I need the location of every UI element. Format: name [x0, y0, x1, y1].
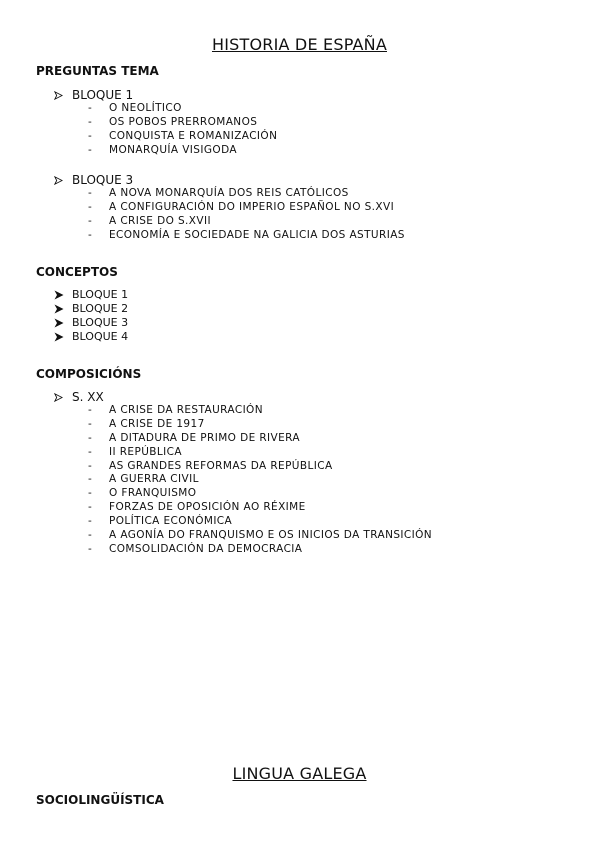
list-item-text: FORZAS DE OPOSICIÓN AO RÉXIME [109, 501, 306, 514]
list-item [88, 446, 432, 460]
concept-item [54, 330, 128, 344]
arrowhead-bullet-icon [54, 318, 72, 328]
section-heading-preguntas-tema: PREGUNTAS TEMA [36, 64, 159, 78]
arrowhead-bullet-icon [54, 290, 72, 300]
arrowhead-bullet-icon [54, 304, 72, 314]
dash-marker: - [88, 404, 93, 416]
dash-marker: - [88, 487, 93, 500]
section-heading-composicions: COMPOSICIÓNS [36, 367, 142, 381]
list-item [88, 229, 405, 243]
list-item [88, 543, 432, 557]
list-item-text: A CRISE DA RESTAURACIÓN [109, 404, 263, 416]
list-item-text: A GUERRA CIVIL [109, 473, 199, 486]
concept-item [54, 288, 128, 302]
dash-marker: - [88, 187, 93, 199]
list-item-text: ECONOMÍA E SOCIEDADE NA GALICIA DOS ASTURIAS [109, 228, 405, 241]
dash-marker: - [88, 200, 93, 213]
sub-list-bloque-1 [88, 102, 277, 158]
group-label: BLOQUE 1 [72, 88, 134, 102]
group-bloque-1 [54, 88, 133, 102]
dash-marker: - [88, 102, 93, 114]
dash-marker: - [88, 417, 93, 430]
list-item-text: O NEOLÍTICO [109, 102, 182, 114]
list-item-text: OS POBOS PRERROMANOS [109, 115, 258, 128]
list-item [88, 130, 277, 144]
list-item-text: A CRISE DE 1917 [109, 417, 205, 430]
dash-marker: - [88, 228, 93, 241]
list-item [88, 460, 432, 474]
list-item [88, 144, 277, 158]
dash-marker: - [88, 542, 93, 555]
list-item [88, 187, 405, 201]
dash-marker: - [88, 214, 93, 227]
concept-label: BLOQUE 4 [72, 330, 129, 343]
list-item-text: MONARQUÍA VISIGODA [109, 143, 237, 156]
sub-list-bloque-3 [88, 187, 405, 243]
list-item [88, 501, 432, 515]
sub-list-s-xx [88, 404, 432, 557]
dash-marker: - [88, 129, 93, 142]
dash-marker: - [88, 529, 93, 542]
list-item-text: A CRISE DO S.XVII [109, 214, 211, 227]
list-item [88, 487, 432, 501]
group-s-xx [54, 390, 104, 404]
list-item [88, 116, 277, 130]
dash-marker: - [88, 445, 93, 458]
list-item [88, 404, 432, 418]
list-item [88, 102, 277, 116]
dash-marker: - [88, 501, 93, 514]
arrowhead-bullet-icon [54, 176, 72, 185]
list-item [88, 529, 432, 543]
document-title: HISTORIA DE ESPAÑA [211, 35, 387, 54]
list-item [88, 215, 405, 229]
lingua-galega-title: LINGUA GALEGA [232, 764, 367, 783]
section-heading-sociolinguistica: SOCIOLINGÜÍSTICA [36, 793, 164, 807]
list-item [88, 201, 405, 215]
list-item-text: POLÍTICA ECONÓMICA [109, 515, 233, 528]
list-item [88, 418, 432, 432]
concept-label: BLOQUE 3 [72, 316, 129, 329]
list-item-text: A CONFIGURACIÓN DO IMPERIO ESPAÑOL NO S.XVI [109, 200, 395, 213]
list-item-text: II REPÚBLICA [109, 445, 182, 458]
group-label: BLOQUE 3 [72, 173, 134, 187]
list-item-text: O FRANQUISMO [109, 487, 197, 500]
arrowhead-bullet-icon [54, 91, 72, 100]
list-item-text: A NOVA MONARQUÍA DOS REIS CATÓLICOS [109, 187, 349, 199]
dash-marker: - [88, 143, 93, 156]
group-label: S. XX [72, 390, 104, 404]
group-bloque-3 [54, 173, 133, 187]
list-item-text: AS GRANDES REFORMAS DA REPÚBLICA [109, 459, 333, 472]
arrowhead-bullet-icon [54, 393, 72, 402]
list-item-text: COMSOLIDACIÓN DA DEMOCRACIA [109, 542, 303, 555]
concept-label: BLOQUE 2 [72, 302, 129, 315]
list-item-text: A DITADURA DE PRIMO DE RIVERA [109, 431, 301, 444]
concept-item [54, 316, 128, 330]
list-item-text: A AGONÍA DO FRANQUISMO E OS INICIOS DA TRANSICIÓN [109, 529, 433, 542]
list-item-text: CONQUISTA E ROMANIZACIÓN [109, 129, 278, 142]
dash-marker: - [88, 473, 93, 486]
dash-marker: - [88, 431, 93, 444]
dash-marker: - [88, 115, 93, 128]
concept-item [54, 302, 128, 316]
list-item [88, 515, 432, 529]
concept-label: BLOQUE 1 [72, 288, 129, 301]
dash-marker: - [88, 459, 93, 472]
dash-marker: - [88, 515, 93, 528]
list-item [88, 432, 432, 446]
arrowhead-bullet-icon [54, 332, 72, 342]
list-item [88, 473, 432, 487]
section-heading-conceptos: CONCEPTOS [36, 265, 118, 279]
